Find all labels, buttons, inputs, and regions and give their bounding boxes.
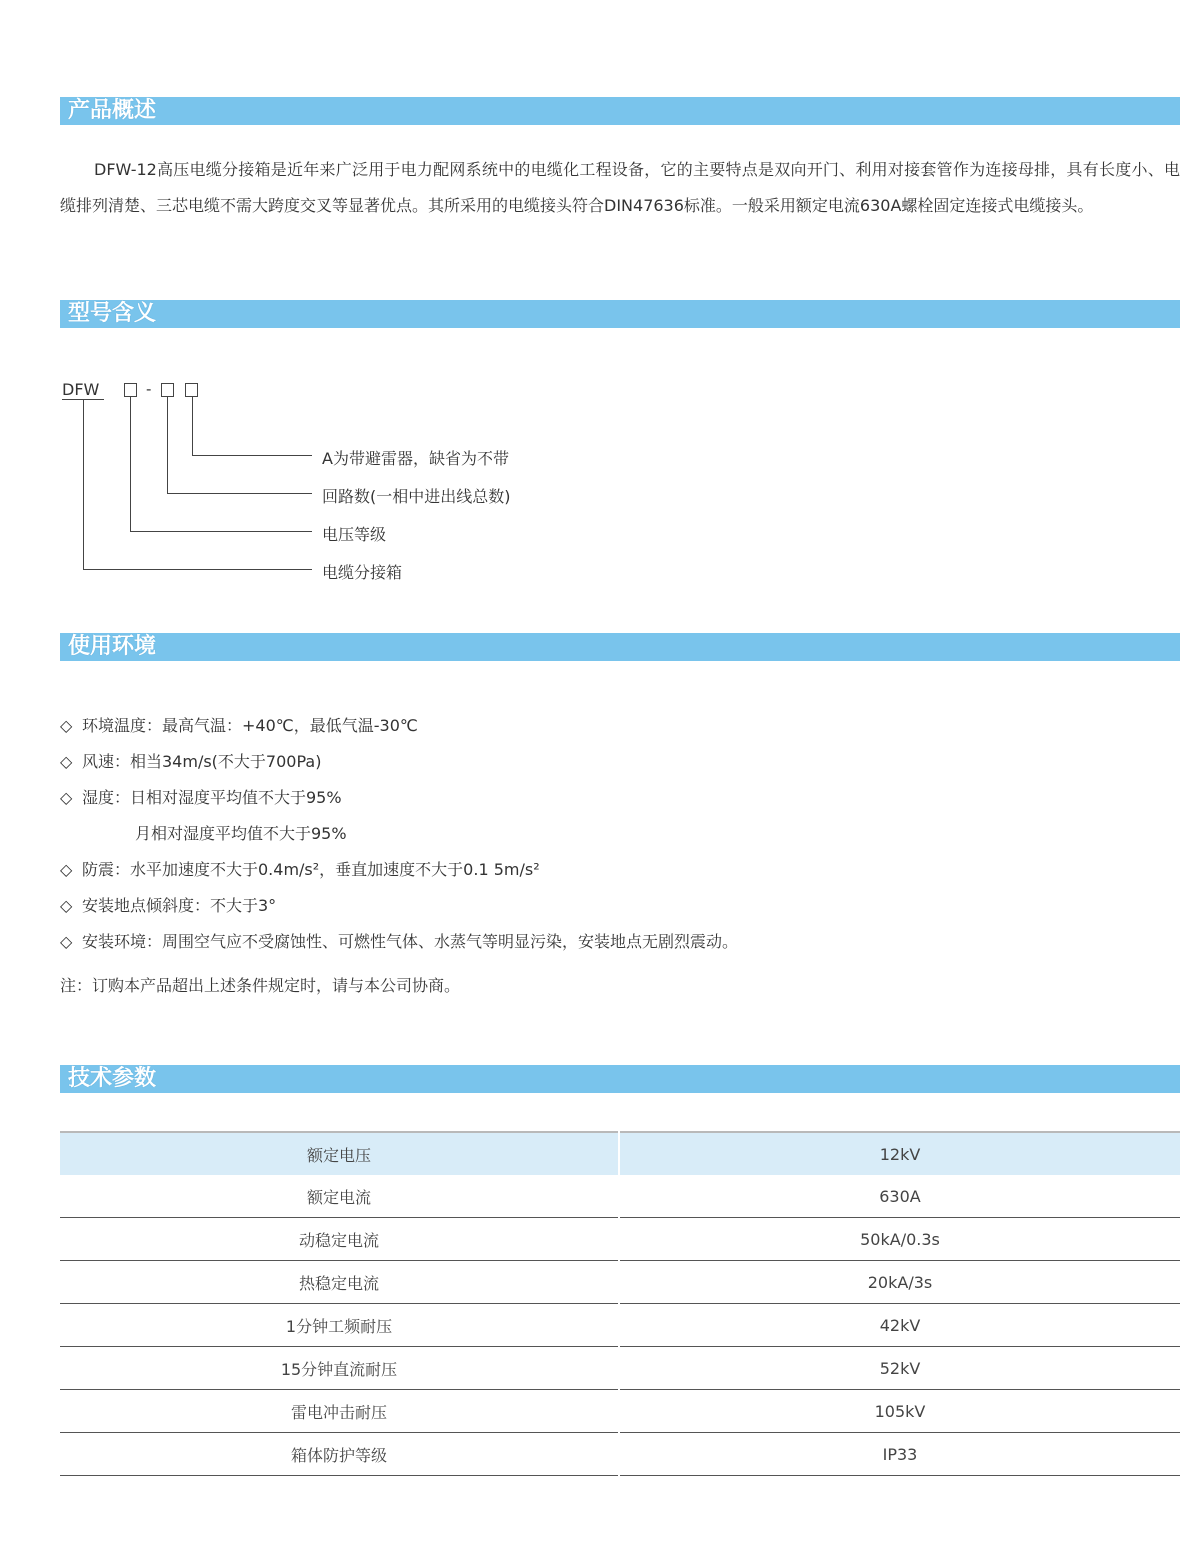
section-header-params (60, 1065, 1180, 1093)
model-label-arrester: A为带避雷器，缺省为不带 (322, 449, 509, 468)
env-item-seismic (60, 857, 540, 880)
env-text: 湿度：日相对湿度平均值不大于95% (82, 788, 342, 807)
param-name: 额定电压 (60, 1132, 619, 1175)
section-title-model: 型号含义 (68, 301, 157, 326)
model-code-dash: - (146, 380, 152, 398)
env-text: 风速：相当34m/s(不大于700Pa) (82, 752, 322, 771)
env-item-humidity (60, 785, 342, 808)
param-name: 箱体防护等级 (60, 1433, 619, 1476)
table-row (60, 1433, 1180, 1476)
param-value: 12kV (619, 1132, 1180, 1175)
env-item-humidity-monthly (135, 821, 347, 844)
tech-params-table (60, 1131, 1180, 1476)
param-value: 630A (619, 1175, 1180, 1218)
overview-paragraph (60, 152, 1180, 224)
env-note (60, 973, 460, 996)
leader-line-box-h (83, 569, 312, 570)
param-value: 20kA/3s (619, 1261, 1180, 1304)
leader-line-voltage-v (130, 397, 131, 531)
env-note-text: 注：订购本产品超出上述条件规定时，请与本公司协商。 (60, 976, 461, 995)
param-name: 15分钟直流耐压 (60, 1347, 619, 1390)
env-text: 环境温度：最高气温：+40℃，最低气温-30℃ (82, 716, 418, 735)
param-name: 1分钟工频耐压 (60, 1304, 619, 1347)
section-header-overview (60, 97, 1180, 125)
diamond-icon: ◇ (60, 896, 73, 915)
param-name: 热稳定电流 (60, 1261, 619, 1304)
leader-line-circuit-h (167, 493, 312, 494)
param-value: IP33 (619, 1433, 1180, 1476)
model-label-box: 电缆分接箱 (322, 563, 403, 582)
model-label-circuits: 回路数(一相中进出线总数) (322, 487, 511, 506)
section-title-environment: 使用环境 (68, 634, 157, 659)
table-row (60, 1390, 1180, 1433)
env-text: 安装地点倾斜度：不大于3° (82, 896, 277, 915)
table-row (60, 1304, 1180, 1347)
leader-line-arrester-v (192, 397, 193, 455)
arrester-placeholder-box (185, 383, 198, 397)
section-header-environment (60, 633, 1180, 661)
leader-line-arrester-h (192, 455, 312, 456)
diamond-icon: ◇ (60, 752, 73, 771)
param-value: 105kV (619, 1390, 1180, 1433)
diamond-icon: ◇ (60, 716, 73, 735)
param-value: 42kV (619, 1304, 1180, 1347)
table-row (60, 1218, 1180, 1261)
model-code-diagram (60, 378, 580, 593)
section-header-model (60, 300, 1180, 328)
param-value: 50kA/0.3s (619, 1218, 1180, 1261)
table-row (60, 1175, 1180, 1218)
env-item-wind (60, 749, 321, 772)
voltage-placeholder-box (124, 383, 137, 397)
param-value: 52kV (619, 1347, 1180, 1390)
section-title-overview: 产品概述 (68, 98, 157, 123)
model-label-voltage: 电压等级 (322, 525, 387, 544)
env-text: 月相对湿度平均值不大于95% (135, 824, 347, 843)
table-row (60, 1347, 1180, 1390)
env-text: 安装环境：周围空气应不受腐蚀性、可燃性气体、水蒸气等明显污染，安装地点无剧烈震动。 (82, 932, 739, 951)
circuit-placeholder-box (161, 383, 174, 397)
table-row (60, 1261, 1180, 1304)
param-name: 动稳定电流 (60, 1218, 619, 1261)
diamond-icon: ◇ (60, 860, 73, 879)
env-text: 防震：水平加速度不大于0.4m/s²，垂直加速度不大于0.1 5m/s² (82, 860, 540, 879)
leader-line-voltage-h (130, 531, 312, 532)
table-row (60, 1132, 1180, 1175)
param-name: 雷电冲击耐压 (60, 1390, 619, 1433)
leader-line-circuit-v (167, 397, 168, 493)
env-item-installation (60, 929, 738, 952)
diamond-icon: ◇ (60, 932, 73, 951)
model-code-prefix: DFW (62, 380, 100, 399)
leader-line-box-v (83, 399, 84, 569)
section-title-params: 技术参数 (68, 1066, 157, 1091)
env-item-tilt (60, 893, 276, 916)
diamond-icon: ◇ (60, 788, 73, 807)
param-name: 额定电流 (60, 1175, 619, 1218)
env-item-temperature (60, 713, 418, 736)
overview-text: DFW-12高压电缆分接箱是近年来广泛用于电力配网系统中的电缆化工程设备，它的主要特点是双向开门、利用对接套管作为连接母排，具有长度小、电缆排列清楚、三芯电缆不需大跨度交叉等显著优点。其所采用的电缆接头符合DIN47636标准。一般采用额定电流630A螺栓固定连接式电缆接头。 (60, 160, 1180, 215)
